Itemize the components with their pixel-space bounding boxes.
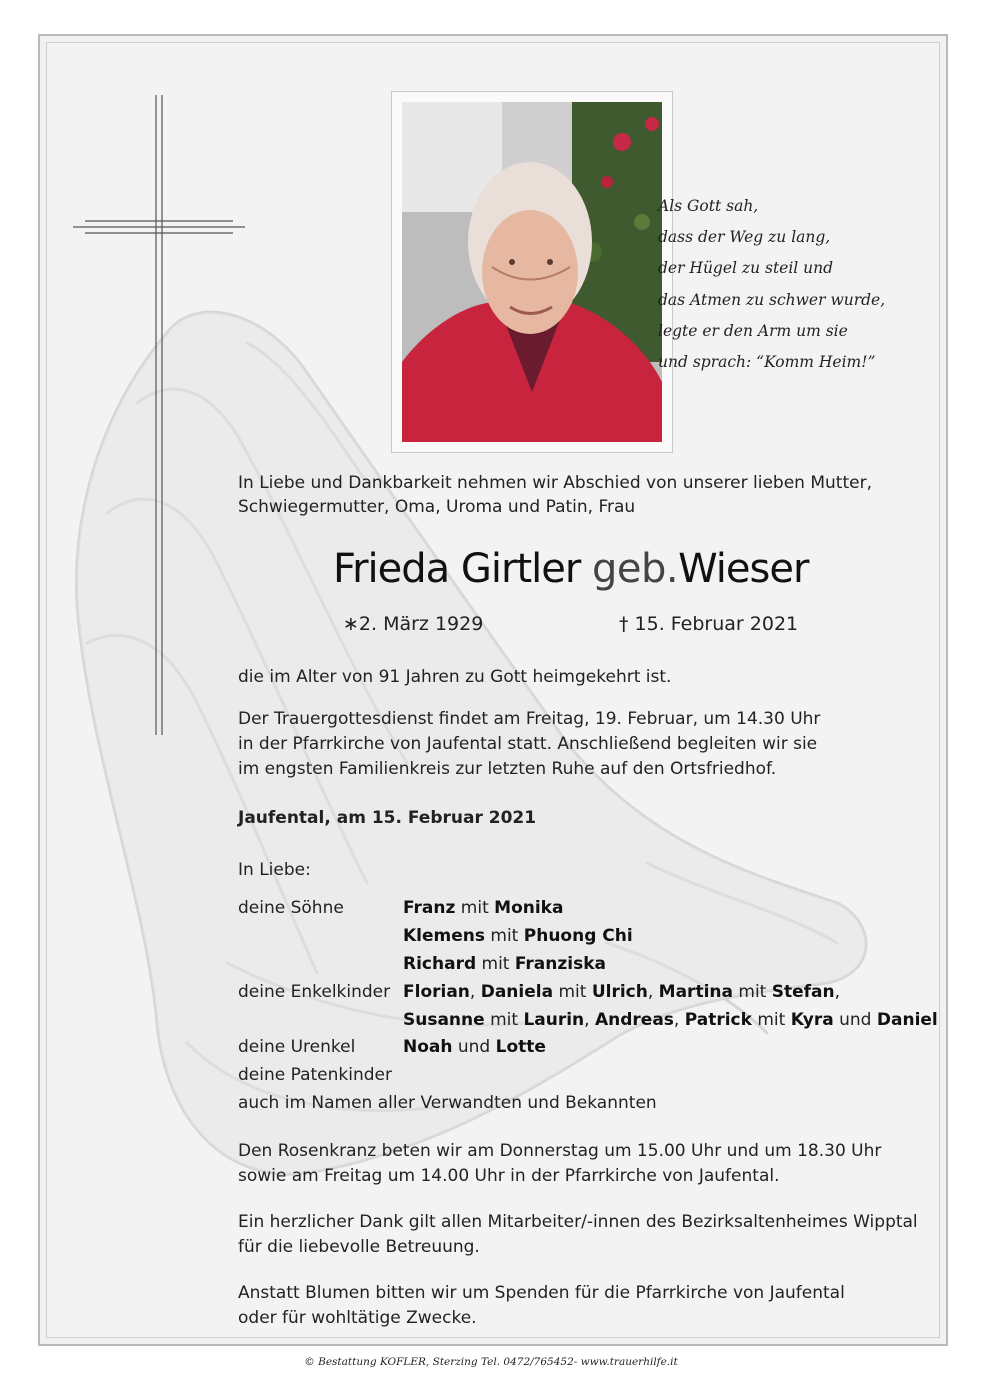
family-name: Monika [494,898,564,918]
family-name: Stefan [771,981,835,1002]
footer [0,1356,982,1368]
family-name: Noah [403,1037,453,1058]
portrait-frame [391,91,673,453]
footer-company: KOFLER [379,1356,426,1368]
death-date: † 15. Februar 2021 [619,613,799,635]
rosenkranz-line: sowie am Freitag um 14.00 Uhr in der Pfarrkirche von Jaufental. [238,1166,780,1186]
connector: mit [751,1009,791,1030]
footer-copyright: © Bestattung [304,1356,380,1368]
connector: mit [476,953,515,974]
family-name: Klemens [403,925,485,946]
family-name: Daniela [480,981,554,1002]
family-label: deine Urenkel [238,1037,356,1058]
connector: mit [484,1009,524,1030]
family-label: deine Enkelkinder [238,981,391,1002]
deceased-name [333,543,808,595]
family-name: Daniel [876,1009,938,1030]
family-name: Susanne [403,1009,485,1030]
connector: , [584,1009,595,1030]
family-name: Lotte [495,1037,546,1058]
rosenkranz-line: Den Rosenkranz beten wir am Donnerstag um 15.00 Uhr und um 18.30 Uhr [238,1141,882,1161]
connector: , [834,981,841,1002]
dank-line: Ein herzlicher Dank gilt allen Mitarbeiter/-innen des Bezirksaltenheimes Wipptal [238,1212,918,1232]
intro-line: In Liebe und Dankbarkeit nehmen wir Abschied von unserer lieben Mutter, [238,473,872,493]
family-label: deine Patenkinder [238,1065,392,1086]
family-name: Franz [403,898,456,918]
connector: mit [553,981,592,1002]
place-date: Jaufental, am 15. Februar 2021 [238,808,537,828]
connector: mit [732,981,772,1002]
service-line: Der Trauergottesdienst findet am Freitag, 19. Februar, um 14.30 Uhr [238,709,821,729]
name-first-last: Frieda Girtler [333,546,581,592]
poem-line: Als Gott sah, [658,197,759,215]
family-name: Andreas [594,1009,674,1030]
poem-line: dass der Weg zu lang, [658,228,831,247]
poem-line: der Hügel zu steil und [658,259,834,278]
portrait-photo [402,102,662,442]
name-geb: geb. [592,546,679,592]
blumen-line: Anstatt Blumen bitten wir um Spenden für die Pfarrkirche von Jaufental [238,1283,845,1303]
blumen-line: oder für wohltätige Zwecke. [238,1308,477,1328]
verwandte-text: auch im Namen aller Verwandten und Bekannten [238,1093,657,1114]
family-name: Martina [658,981,733,1002]
family-label: deine Söhne [238,898,344,918]
connector: mit [455,898,495,918]
connector: , [469,981,481,1002]
service-line: im engsten Familienkreis zur letzten Ruhe auf den Ortsfriedhof. [238,759,777,779]
family-name: Patrick [684,1009,752,1030]
connector: und [833,1009,877,1030]
service-line: in der Pfarrkirche von Jaufental statt. Anschließend begleiten wir sie [238,734,818,754]
obituary-card [46,42,940,1338]
family-name: Ulrich [591,981,648,1002]
poem-line: legte er den Arm um sie [658,321,848,340]
poem-line: und sprach: “Komm Heim!” [658,352,876,371]
cross-icon [73,95,245,735]
poem-line: das Atmen zu schwer wurde, [658,290,886,309]
family-name: Kyra [790,1009,834,1030]
footer-contact: , Sterzing Tel. 0472/765452- www.trauerhilfe.it [425,1356,678,1368]
connector: , [673,1009,685,1030]
in-liebe: In Liebe: [238,860,311,880]
connector: mit [485,925,524,946]
connector: und [452,1037,496,1058]
family-name: Franziska [514,953,606,974]
name-maiden: Wieser [678,546,809,592]
family-name: Florian [403,981,470,1002]
dank-line: für die liebevolle Betreuung. [238,1237,480,1257]
poem [658,191,885,378]
birth-date: ∗2. März 1929 [343,613,484,635]
age-text: die im Alter von 91 Jahren zu Gott heimgekehrt ist. [238,667,672,687]
family-name: Laurin [523,1009,585,1030]
connector: , [647,981,659,1002]
intro-line: Schwiegermutter, Oma, Uroma und Patin, Frau [238,497,636,517]
family-name: Phuong Chi [523,925,633,946]
family-name: Richard [403,953,477,974]
